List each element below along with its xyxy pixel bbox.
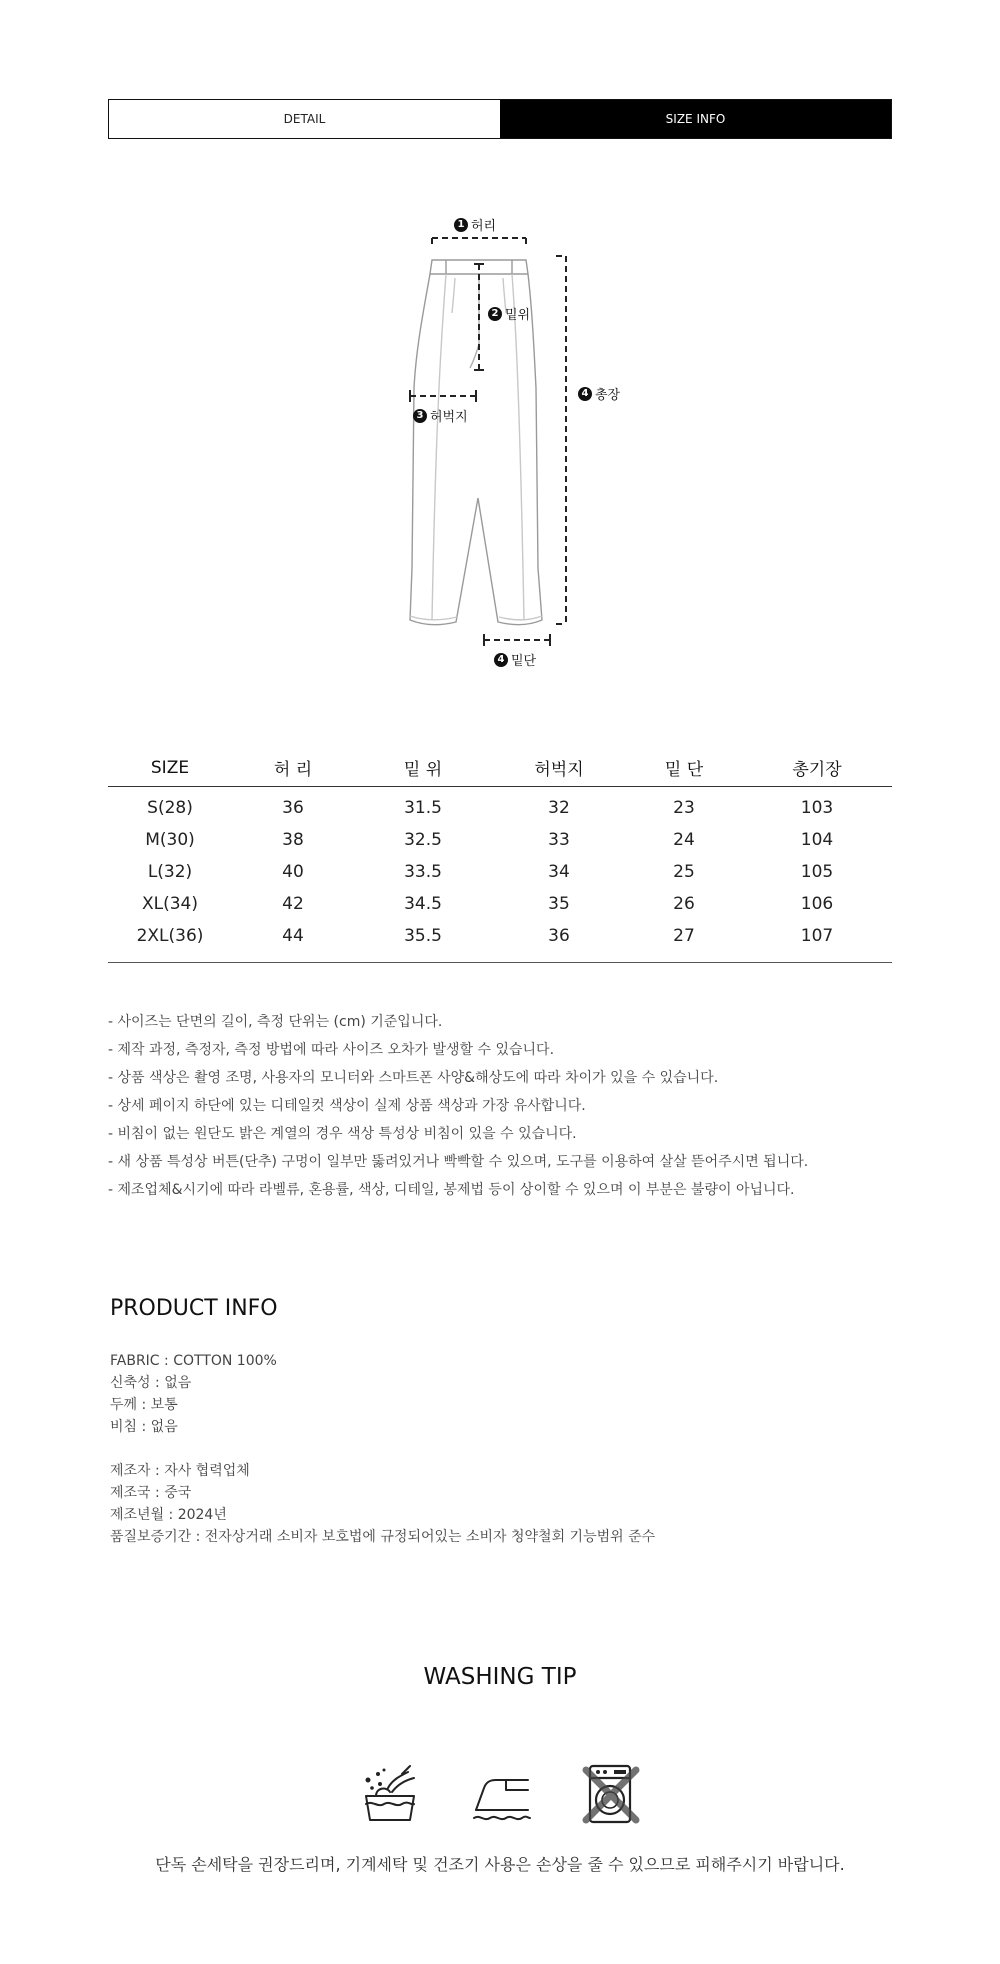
cell-size: 2XL(36): [108, 920, 232, 962]
cell-size: XL(34): [141, 894, 198, 914]
info-line: 신축성 : 없음: [110, 1375, 192, 1391]
tab-detail[interactable]: DETAIL: [283, 112, 326, 126]
thigh-label-text: 허벅지: [430, 410, 468, 425]
cell-waist: 36: [282, 798, 304, 819]
length-number-badge: 4: [578, 387, 592, 401]
col-header-length: 총기장: [742, 750, 892, 786]
hand-wash-icon: [358, 1762, 422, 1826]
waist-label: [454, 215, 496, 234]
info-line: 제조국 : 중국: [110, 1485, 192, 1501]
iron-icon: [470, 1762, 534, 1826]
cell-thigh: 33: [548, 830, 570, 850]
info-line: 비침 : 없음: [110, 1419, 178, 1435]
note-item: - 상세 페이지 하단에 있는 디테일컷 색상이 실제 상품 색상과 가장 유사합니다.: [108, 1098, 586, 1114]
cell-rise: 34.5: [404, 894, 442, 914]
rise-number-badge: 2: [488, 307, 502, 321]
washing-note: 단독 손세탁을 권장드리며, 기계세탁 및 건조기 사용은 손상을 줄 수 있으므로 피해주시기 바랍니다.: [155, 1855, 845, 1874]
info-line: 두께 : 보통: [110, 1397, 178, 1413]
cell-length: 104: [800, 830, 834, 850]
pants-size-diagram: [380, 208, 640, 678]
cell-size: M(30): [145, 830, 195, 850]
note-item: - 비침이 없는 원단도 밝은 계열의 경우 색상 특성상 비침이 있을 수 있습니다.: [108, 1126, 577, 1142]
cell-hem: 24: [673, 830, 695, 850]
tab-size-info[interactable]: SIZE INFO: [500, 100, 891, 138]
thigh-number-badge: 3: [413, 409, 427, 423]
hem-label: [494, 650, 536, 669]
pants-illustration: [380, 208, 640, 678]
cell-length: 103: [800, 798, 834, 819]
tab-bar: [108, 99, 892, 139]
cell-waist: 38: [282, 830, 304, 850]
note-item: - 새 상품 특성상 버튼(단추) 구멍이 일부만 뚫려있거나 빡빡할 수 있으며, 도구를 이용하여 살살 뜯어주시면 됩니다.: [108, 1154, 809, 1170]
cell-length: 106: [800, 894, 834, 914]
cell-length: 105: [800, 862, 834, 882]
cell-rise: 33.5: [404, 862, 442, 882]
cell-thigh: 32: [548, 798, 570, 819]
length-label-text: 총장: [595, 388, 621, 403]
cell-thigh: 34: [548, 862, 570, 882]
waist-label-text: 허리: [471, 219, 497, 234]
col-header-size: SIZE: [108, 750, 232, 786]
info-line: 제조년월 : 2024년: [110, 1507, 227, 1523]
cell-hem: 23: [673, 798, 695, 819]
cell-hem: 27: [626, 920, 742, 962]
col-header-hem: 밑 단: [626, 750, 742, 786]
cell-thigh: 35: [548, 894, 570, 914]
info-line: 제조자 : 자사 협력업체: [110, 1463, 250, 1479]
washing-tip-title: WASHING TIP: [423, 1664, 577, 1690]
hem-label-text: 밑단: [511, 654, 537, 669]
no-machine-wash-icon: [578, 1762, 642, 1826]
hem-number-badge: 4: [494, 653, 508, 667]
note-item: - 사이즈는 단면의 길이, 측정 단위는 (cm) 기준입니다.: [108, 1014, 443, 1030]
washing-icons: [358, 1762, 642, 1826]
cell-rise: 32.5: [404, 830, 442, 850]
product-info-title: PRODUCT INFO: [110, 1296, 278, 1321]
table-row: [108, 786, 892, 824]
length-label: [578, 384, 620, 403]
col-header-rise: 밑 위: [354, 750, 492, 786]
cell-thigh: 36: [492, 920, 626, 962]
cell-rise: 35.5: [354, 920, 492, 962]
cell-hem: 26: [673, 894, 695, 914]
size-table-header: [108, 750, 892, 786]
table-row: [108, 824, 892, 856]
cell-rise: 31.5: [404, 798, 442, 819]
note-item: - 제조업체&시기에 따라 라벨류, 혼용률, 색상, 디테일, 봉제법 등이 상이할 수 있으며 이 부분은 불량이 아닙니다.: [108, 1182, 795, 1198]
col-header-waist: 허 리: [232, 750, 354, 786]
manufacturer-info: [110, 1460, 655, 1548]
cell-size: S(28): [147, 798, 193, 819]
cell-waist: 44: [232, 920, 354, 962]
note-item: - 제작 과정, 측정자, 측정 방법에 따라 사이즈 오차가 발생할 수 있습니다.: [108, 1042, 555, 1058]
thigh-label: [413, 406, 468, 425]
waist-number-badge: 1: [454, 218, 468, 232]
rise-label-text: 밑위: [505, 308, 531, 323]
cell-size: L(32): [147, 862, 193, 882]
note-item: - 상품 색상은 촬영 조명, 사용자의 모니터와 스마트폰 사양&해상도에 따라 차이가 있을 수 있습니다.: [108, 1070, 719, 1086]
col-header-thigh: 허벅지: [492, 750, 626, 786]
cell-waist: 40: [282, 862, 304, 882]
cell-hem: 25: [673, 862, 695, 882]
rise-label: [488, 304, 530, 323]
info-line: 품질보증기간 : 전자상거래 소비자 보호법에 규정되어있는 소비자 청약철회 기능범위 준수: [110, 1529, 656, 1545]
size-notes: [108, 1008, 908, 1204]
table-row: [108, 920, 892, 962]
info-line: FABRIC : COTTON 100%: [110, 1353, 277, 1369]
fabric-info: [110, 1350, 277, 1438]
size-table: [108, 750, 892, 963]
table-row: [108, 888, 892, 920]
table-row: [108, 856, 892, 888]
cell-waist: 42: [282, 894, 304, 914]
cell-length: 107: [742, 920, 892, 962]
